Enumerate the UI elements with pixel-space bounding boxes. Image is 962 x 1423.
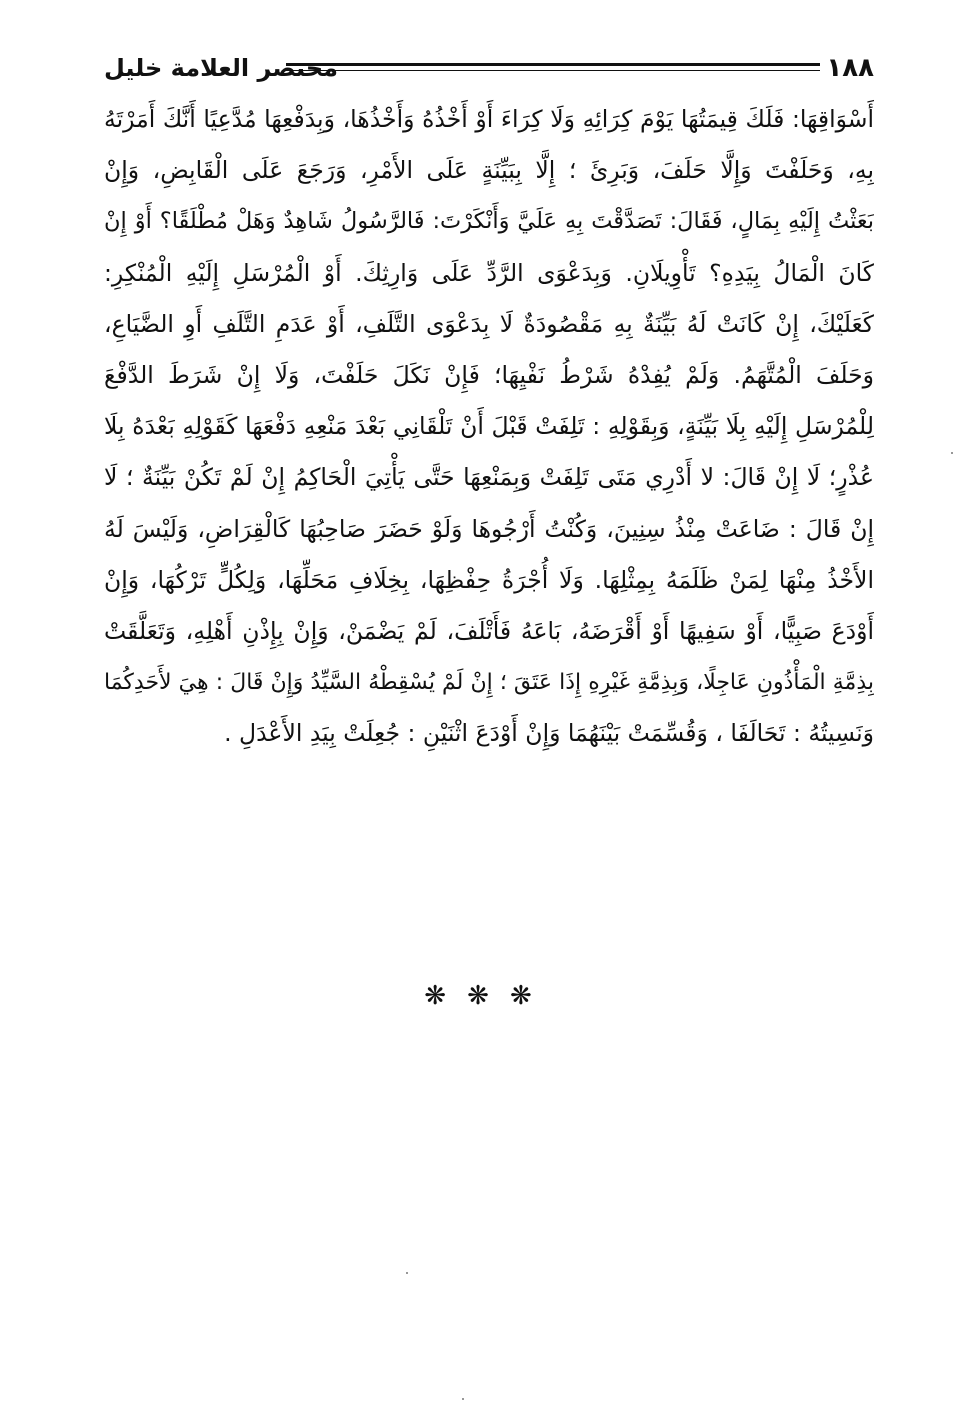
page-header (104, 52, 874, 88)
text-line: بِهِ، وَحَلَفْتَ وَإِلَّا حَلَفَ، وَبَرِئَ ؛ إِلَّا بِبَيِّنَةٍ عَلَى الأَمْرِ، وَرَجَعَ عَلَى الْقَابِضِ، وَإِنْ (104, 156, 874, 185)
text-line: بِذِمَّةِ الْمَأْذُونِ عَاجِلًا، وَبِذِمَّةِ غَيْرِهِ إِذَا عَتَقَ ؛ إِنْ لَمْ يُسْقِطْهُ السَّيِّدُ وَإِنْ قَالَ : هِيَ لأَحَدِكُمَا (104, 670, 874, 696)
text-line: بَعَثْتُ إِلَيْهِ بِمَالٍ، فَقَالَ: تَصَدَّقْتَ بِهِ عَلَيَّ وَأَنْكَرْتَ: فَالرَّسُولُ شَاهِدٌ وَهَلْ مُطْلَقًا؟ أَوْ إِنْ (104, 208, 874, 235)
text-line: إِنْ قَالَ : ضَاعَتْ مِنْذُ سِنِينَ، وَكُنْتُ أَرْجُوهَا وَلَوْ حَضَرَ صَاحِبُهَا كَالْقِرَاضِ، وَلَيْسَ لَهُ (104, 514, 874, 543)
header-rule-thin (286, 70, 820, 71)
text-line: أَوْدَعَ صَبِيًّا، أَوْ سَفِيهًا أَوْ أَقْرَضَهُ، بَاعَهُ فَأَتْلَفَ، لَمْ يَضْمَنْ، وَإِنْ بِإِذْنِ أَهْلِهِ، وَتَعَلَّقَتْ (104, 616, 874, 645)
text-line: أَسْوَاقِهَا: فَلَكَ قِيمَتُهَا يَوْمَ كِرَائِهِ وَلَا كِرَاءَ أَوْ أَخْذُهُ وَأَخْذُهَا، وَبِدَفْعِهَا مُدَّعِيًا أَنَّكَ أَمَرْتَهُ (104, 105, 874, 133)
text-line: وَحَلَفَ الْمُتَّهَمُ. وَلَمْ يُفِدْهُ شَرْطُ نَفْيِهَا؛ فَإِنْ نَكَلَ حَلَفْتَ، وَلَا إِنْ شَرَطَ الدَّفْعَ (104, 360, 874, 389)
page-number: ١٨٨ (826, 53, 874, 83)
text-line: الأَخْذُ مِنْهَا لِمَنْ ظَلَمَهُ بِمِثْلِهَا. وَلَا أُجْرَةُ حِفْظِهَا، بِخِلَافِ مَحَلِّهَا، وَلِكُلٍّ تَرْكُهَا، وَإِنْ (104, 565, 874, 594)
text-line: كَانَ الْمَالُ بِيَدِهِ؟ تَأْوِيلَانِ. وَبِدَعْوَى الرَّدِّ عَلَى وَارِثِكَ. أَوْ الْمُرْسَلِ إِلَيْهِ الْمُنْكِرِ: (104, 258, 874, 287)
running-title: مختصر العلامة خليل (104, 54, 338, 82)
body-text (104, 94, 874, 759)
section-separator: ❋ ❋ ❋ (424, 981, 538, 1011)
scan-speck (462, 1398, 464, 1400)
scan-speck (406, 1272, 408, 1274)
text-line: عُذْرٍ؛ لَا إِنْ قَالَ: لا أَدْرِي مَتَى تَلِفَتْ وَبِمَنْعِهَا حَتَّى يَأْتِيَ الْحَاكِمُ إِنْ لَمْ تَكُنْ بَيِّنَةٌ ؛ لَا (104, 463, 874, 492)
header-rule-thick (286, 63, 820, 66)
text-line: وَنَسِيتُهُ : تَحَالَفَا ، وَقُسِّمَتْ بَيْنَهُمَا وَإِنْ أَوْدَعَ اثْنَيْنِ : جُعِلَتْ بِيَدِ الأَعْدَلِ . (224, 719, 874, 748)
text-line: لِلْمُرْسَلِ إِلَيْهِ بِلَا بَيِّنَةٍ، وَبِقَوْلِهِ : تَلِفَتْ قَبْلَ أَنْ تَلْقَانِي بَعْدَ مَنْعِهِ دَفْعَهَا كَقَوْلِهِ بَعْدَهُ بِلَا (104, 412, 874, 441)
text-line: كَعَلَيْكَ، إِنْ كَانَتْ لَهُ بَيِّنَةٌ بِهِ مَقْصُودَةٌ لَا بِدَعْوَى التَّلَفِ، أَوْ عَدَمِ التَّلَفِ أَوِ الضَّيَاعِ، (104, 309, 874, 338)
scan-speck (951, 452, 953, 454)
